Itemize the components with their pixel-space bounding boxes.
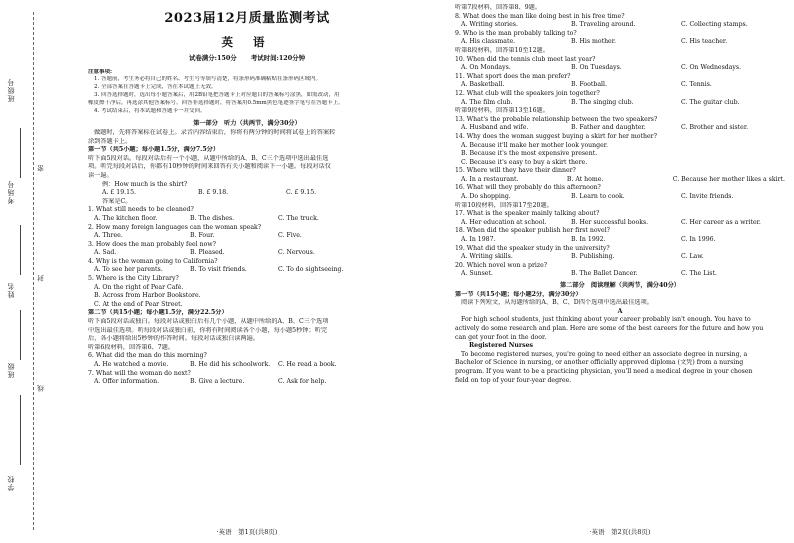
question-4: 4. Why is the woman going to California?	[88, 257, 218, 265]
question-6-options	[88, 361, 406, 370]
question-8: 8. What does the man like doing best in his free time?	[455, 12, 625, 20]
question-8-options	[455, 21, 785, 30]
field-underline-exam-room	[20, 225, 22, 275]
question-20: 20. Which novel won a prize?	[455, 261, 548, 269]
option-b: B. Her successful books.	[571, 218, 649, 226]
question-10: 10. When did the tennis club meet last year?	[455, 55, 596, 63]
cut-mark-mi: 密	[37, 165, 45, 172]
option-a: A. Husband and wife.	[461, 124, 529, 132]
question-1: 1. What still needs to be cleaned?	[88, 206, 194, 214]
option-b: B. His mother.	[571, 38, 616, 46]
note-item: 橡皮擦干净后，再选涂其他答案标号。回答非选择题时，将答案用0.5mm黑色笔迹签字笔写在答题卡上。	[88, 99, 344, 106]
option-c: C. Tennis.	[681, 81, 712, 89]
option-c: C. Her career as a writer.	[681, 218, 761, 226]
question-11: 11. What sport does the man prefer?	[455, 72, 571, 80]
section2-intro-line: 听下面5段对话或独白。每段对话或独白后有几个小题，从题中所给的A、B、C三个选项	[88, 318, 329, 326]
exam-title: 2023届12月质量监测考试	[164, 11, 330, 26]
question-13-options	[455, 124, 785, 133]
part2-section1-intro: 阅读下列短文，从每题所给的A、B、C、D四个选项中选出最佳选项。	[461, 299, 653, 307]
passage-line: can get your foot in the door.	[455, 333, 547, 341]
item-title: Registered Nurses	[469, 342, 534, 350]
question-6: 6. What did the man do this morning?	[88, 352, 207, 360]
page-2	[455, 0, 785, 543]
question-19-options	[455, 253, 785, 262]
material-10-intro: 听第10段材料，回答第17至20题。	[455, 201, 553, 209]
option-a: A. Sunset.	[461, 270, 493, 278]
option-c: C. Because it's easy to buy a skirt there.	[461, 158, 588, 166]
option-a: A. On the right of Pear Café.	[94, 283, 184, 291]
full-marks: 试卷满分:150分	[189, 54, 237, 62]
option-b: B. Learn to cook.	[571, 193, 625, 201]
field-label-name: 姓名	[7, 282, 15, 298]
option-a: A. £ 19.15.	[102, 189, 136, 197]
note-item: 4. 考试结束后，将本试题和答题卡一并交回。	[94, 107, 206, 114]
exam-notes	[88, 69, 406, 116]
field-label-school: 学校	[7, 475, 15, 491]
option-b: B. Because it's the most expensive present.	[461, 150, 598, 158]
option-b: B. Father and daughter.	[571, 124, 646, 132]
option-b: B. Football.	[571, 81, 607, 89]
material-7-intro: 听第7段材料，回答第8、9题。	[455, 4, 542, 11]
option-a: A. Three.	[94, 232, 123, 240]
option-c: C. His teacher.	[681, 38, 728, 46]
part1-intro-line: 涂到答题卡上。	[88, 137, 132, 145]
option-a: A. Writing skills.	[461, 253, 513, 261]
option-c: C. Nervous.	[278, 249, 315, 257]
option-b: B. Across from Harbor Bookstore.	[94, 292, 201, 300]
question-18: 18. When did the speaker publish her first novel?	[455, 227, 610, 235]
option-b: B. Pleased.	[190, 249, 225, 257]
item-line: Bachelor of Science in nursing, or another officially approved diploma (文凭) from a nursing	[455, 359, 744, 367]
page-1-footer: ·英语 第1页(共8页)	[216, 528, 278, 537]
part1-intro-line: 做题时，先将答案标在试卷上。录音内容结束后，你将有两分钟的时间将试卷上的答案转	[94, 128, 336, 136]
option-b: B. To visit friends.	[190, 266, 247, 274]
option-c: C. The List.	[681, 270, 717, 278]
example-question: 例：How much is the shirt?	[102, 180, 188, 188]
option-a: A. He watched a movie.	[94, 361, 169, 368]
item-line: program. If you want to be a practicing physician, you'll need a medical degree in your chosen	[455, 367, 753, 375]
note-item: 1. 答题前，考生务必将自己的姓名、考生号等填写清楚，将条形码准确粘贴在条形码区域内。	[94, 76, 321, 83]
option-a: A. Because it'll make her mother look younger.	[461, 141, 609, 149]
option-c: C. At the end of Pear Street.	[94, 300, 183, 308]
question-1-options	[88, 215, 406, 224]
option-a: A. The film club.	[461, 98, 513, 106]
option-b: B. The singing club.	[571, 98, 634, 106]
option-a: A. In 1987.	[461, 236, 496, 244]
field-label-exam-room: 考场号	[7, 180, 15, 204]
page-2-footer: ·英语 第2页(共8页)	[589, 528, 651, 537]
field-label-class-no: 班级号	[7, 78, 15, 102]
question-7: 7. What will the woman do next?	[88, 369, 191, 377]
section2-intro-line: 中选出最佳选项。听每段对话或独白前，你将有时间阅读各个小题，每小题5秒钟；听完	[88, 326, 328, 334]
part1-heading: 第一部分 听力（共两节，满分30分）	[193, 120, 301, 128]
option-b: B. At home.	[566, 175, 604, 183]
option-b: B. Traveling around.	[571, 21, 636, 29]
question-15: 15. Where will they have their dinner?	[455, 167, 576, 175]
example-options	[88, 189, 406, 198]
option-c: C. In 1996.	[681, 236, 716, 244]
section1-intro-line: 听下面5段对话。每段对话后有一个小题，从题中所给的A、B、C三个选项中选出最佳选	[88, 154, 329, 162]
section2-heading: 第二节（共15小题；每小题1.5分，满分22.5分）	[88, 309, 228, 317]
option-b: B. Publishing.	[571, 253, 615, 261]
option-c: C. Five.	[278, 232, 302, 240]
option-c: C. Because her mother likes a skirt.	[672, 175, 785, 183]
option-a: A. His classmate.	[461, 38, 516, 46]
option-c: C. The truck.	[278, 214, 319, 222]
cut-mark-xian: 线	[37, 385, 45, 392]
option-c: C. Law.	[681, 253, 704, 261]
option-a: A. In a restaurant.	[461, 175, 519, 183]
option-b: B. The dishes.	[190, 214, 235, 222]
question-2: 2. How many foreign languages can the woman speak?	[88, 223, 262, 231]
question-10-options	[455, 64, 785, 73]
notes-heading: 注意事项:	[88, 68, 113, 75]
option-c: C. The guitar club.	[681, 98, 740, 106]
option-c: C. £ 9.15.	[286, 189, 317, 197]
question-12-options	[455, 99, 785, 108]
question-16-options	[455, 193, 785, 202]
question-2-options	[88, 232, 406, 241]
question-5: 5. Where is the City Library?	[88, 275, 179, 283]
question-7-options	[88, 378, 406, 387]
example-answer: 答案是C。	[102, 197, 132, 205]
option-b: B. The Ballet Dancer.	[571, 270, 638, 278]
question-3: 3. How does the man probably feel now?	[88, 240, 216, 248]
cut-mark-feng: 封	[37, 275, 45, 282]
option-a: A. Do shopping.	[461, 193, 511, 201]
exam-time: 考试时间:120分钟	[250, 54, 305, 62]
question-18-options	[455, 236, 785, 245]
exam-meta	[88, 54, 406, 63]
passage-line: For high school students, just thinking about your career probably isn't enough. You have to	[461, 316, 751, 324]
option-a: A. Offer information.	[94, 378, 160, 386]
option-b: B. In 1992.	[571, 236, 606, 244]
question-17-options	[455, 219, 785, 228]
question-17: 17. What is the speaker mainly talking about?	[455, 210, 600, 218]
material-6-intro: 听第6段材料，回答第6、7题。	[88, 343, 175, 351]
question-12: 12. What club will the speakers join together?	[455, 89, 600, 97]
option-c: C. Ask for help.	[278, 378, 327, 386]
passage-label: A	[617, 307, 623, 315]
option-b: B. Four.	[190, 232, 215, 240]
question-4-options	[88, 266, 406, 275]
option-c: C. Invite friends.	[681, 193, 734, 201]
option-a: A. Writing stories.	[461, 21, 518, 29]
option-b: B. £ 9.18.	[198, 189, 229, 197]
question-20-options	[455, 270, 785, 279]
option-b: B. Give a lecture.	[190, 378, 245, 386]
field-underline-class-no	[20, 128, 22, 178]
question-16: 16. What will they probably do this afternoon?	[455, 184, 601, 192]
question-13: 13. What's the probable relationship between the two speakers?	[455, 115, 658, 123]
note-item: 2. 全部答案在答题卡上完成，答在本试题上无效。	[94, 84, 217, 91]
note-item: 3. 回答选择题时，选出每小题答案后，用2B铅笔把答题卡上对应题目的答案标号涂黑，如需改动，用	[94, 91, 340, 98]
option-c: C. He read a book.	[278, 361, 337, 368]
binding-strip	[0, 0, 62, 543]
item-line: field on top of your four-year degree.	[455, 376, 572, 384]
material-9-intro: 听第9段材料，回答第13至16题。	[455, 107, 549, 115]
question-14: 14. Why does the woman suggest buying a skirt for her mother?	[455, 132, 657, 140]
part2-section1-heading: 第一节（共15小题；每小题2分，满分30分）	[455, 290, 582, 298]
option-a: A. The kitchen floor.	[94, 214, 158, 222]
question-3-options	[88, 249, 406, 258]
subject-title: 英 语	[221, 35, 273, 49]
section2-intro-line: 后，各小题将给出5秒钟的作答时间。每段对话或独白读两遍。	[88, 335, 259, 343]
question-15-options	[455, 176, 785, 185]
option-b: B. On Tuesdays.	[571, 64, 622, 72]
field-underline-class	[20, 395, 22, 465]
question-11-options	[455, 81, 785, 90]
field-underline-name	[20, 310, 22, 360]
passage-line: actively do some research and plan. Here are some of the best careers for the future and how you	[455, 324, 764, 332]
question-9: 9. Who is the man probably talking to?	[455, 29, 577, 37]
binding-fold-line	[33, 12, 34, 530]
section1-intro-line: 项。听完每段对话后，你都有10秒钟的时间来回答有关小题和阅读下一小题。每段对话仅	[88, 163, 331, 171]
part2-heading: 第二部分 阅读理解（共两节，满分40分）	[560, 282, 680, 289]
item-line: To become registered nurses, you're going to need either an associate degree in nursing, a	[461, 350, 748, 358]
field-label-class: 班级	[7, 362, 15, 378]
option-a: A. To see her parents.	[94, 266, 163, 274]
section1-intro-line: 读一遍。	[88, 171, 113, 179]
option-a: A. On Mondays.	[461, 64, 511, 72]
option-a: A. Sad.	[94, 249, 117, 257]
question-9-options	[455, 38, 785, 47]
option-c: C. Brother and sister.	[681, 124, 749, 132]
option-c: C. Collecting stamps.	[681, 21, 748, 29]
question-19: 19. What did the speaker study in the university?	[455, 244, 610, 252]
option-a: A. Basketball.	[461, 81, 505, 89]
section1-heading: 第一节（共5小题；每小题1.5分，满分7.5分）	[88, 146, 220, 154]
material-8-intro: 听第8段材料，回答第10至12题。	[455, 46, 549, 54]
option-c: C. On Wednesdays.	[681, 64, 742, 72]
page-1	[88, 0, 406, 543]
option-a: A. Her education at school.	[461, 218, 547, 226]
option-b: B. He did his schoolwork.	[190, 361, 271, 368]
option-c: C. To do sightseeing.	[278, 266, 344, 274]
